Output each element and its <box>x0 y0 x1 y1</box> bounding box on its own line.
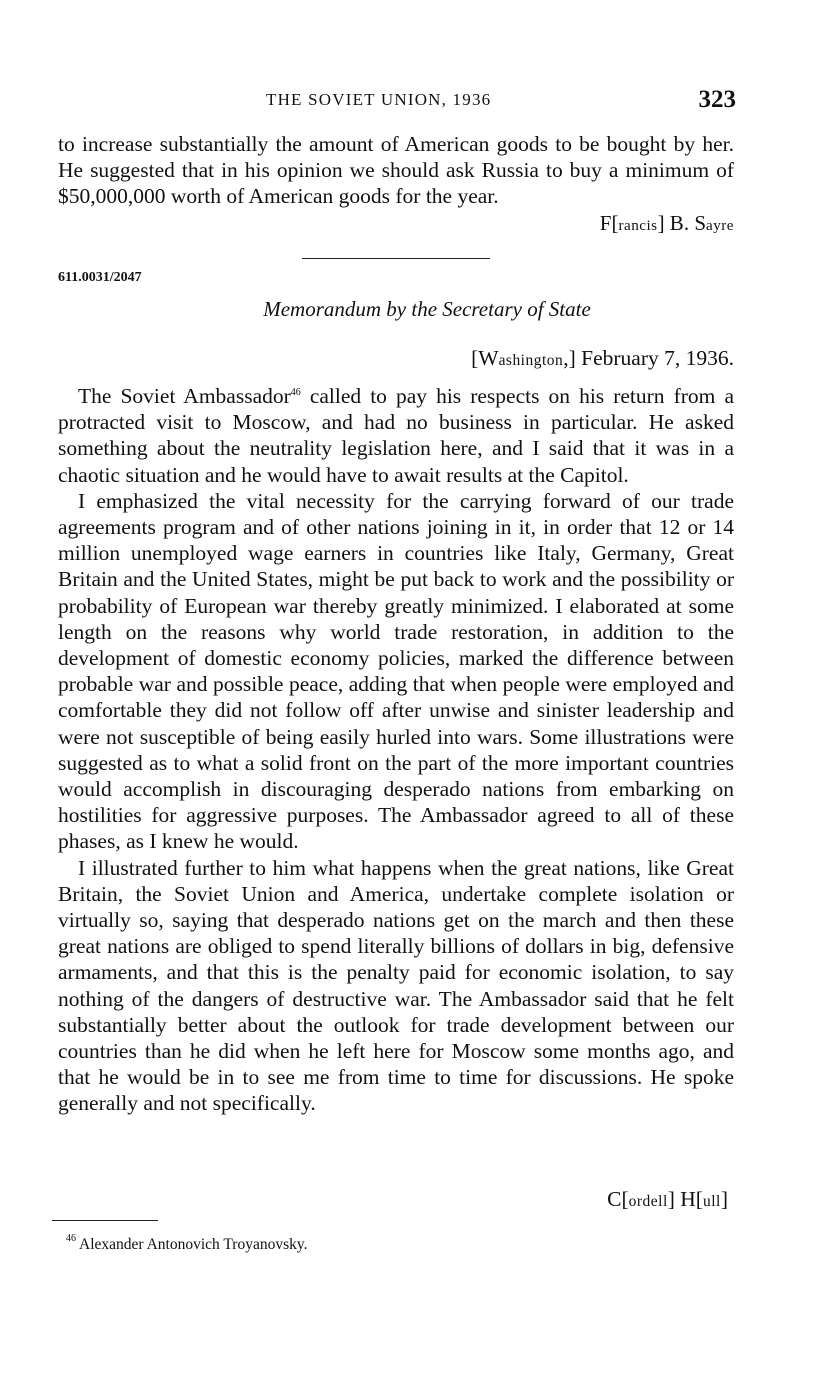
footnote-text: Alexander Antonovich Troyanovsky. <box>79 1236 308 1253</box>
footnote-marker: 46 <box>290 387 301 398</box>
file-number: 611.0031/2047 <box>58 270 142 285</box>
section-divider <box>302 258 490 259</box>
memorandum-body <box>58 383 734 1117</box>
dateline: [Washington,] February 7, 1936. <box>471 346 734 370</box>
paragraph-1: The Soviet Ambassador$^{46}$ called to pay his respects on his return from a protracted visit to Moscow, and had no business in particular. He asked something about the neutrality legislation here, and I said that it was in a chaotic situation and he would have to await results at the Capitol. <box>58 384 734 487</box>
running-head <box>56 86 736 116</box>
sayre-signature: F[rancis] B. Sayre <box>599 210 734 235</box>
continued-paragraph <box>58 131 734 239</box>
memorandum-heading: Memorandum by the Secretary of State <box>263 297 591 321</box>
hull-signature: C[ordell] H[ull] <box>607 1187 728 1211</box>
paragraph-2: I emphasized the vital necessity for the carrying forward of our trade agreements program and of other nations joining in it, in order that 12 or 14 million unemployed wage earners in countries like Italy, Germany, Great Britain and the United States, might be put back to work and the possibility or probability of European war thereby greatly minimized. I elaborated at some length on the reasons why world trade restoration, in addition to the development of domestic economy policies, marked the difference between probable war and possible peace, adding that when people were employed and comfortable they did not follow off after unwise and sinister leadership and were not susceptible of being easily hurled into wars. Some illustrations were suggested as to what a solid front on the part of the more important countries would accomplish in discouraging desperado nations from embarking on hostilities for aggressive purposes. The Ambassador agreed to all of these phases, as I knew he would. <box>58 488 734 854</box>
footnote <box>66 1233 308 1254</box>
page-number: 323 <box>698 86 736 113</box>
paragraph-3: I illustrated further to him what happens when the great nations, like Great Britain, the Soviet Union and America, undertake complete isolation or virtually so, saying that desperado nations get on the march and then these great nations are obliged to spend literally billions of dollars in big, defensive armaments, and that this is the penalty paid for economic isolation, to say nothing of the dangers of destructive war. The Ambassador said that he felt substantially better about the outlook for trade development between our countries than he did when he left here for Moscow some months ago, and that he would be in to see me from time to time for discussions. He spoke generally and not specifically. <box>58 855 734 1116</box>
footnote-number: 46 <box>66 1233 76 1244</box>
footnote-divider <box>52 1220 158 1221</box>
continued-text: to increase substantially the amount of American goods to be bought by her. He suggested that in his opinion we should ask Russia to buy a minimum of $50,000,000 worth of American goods for the year. <box>58 132 734 209</box>
running-title: THE SOVIET UNION, 1936 <box>266 90 492 109</box>
